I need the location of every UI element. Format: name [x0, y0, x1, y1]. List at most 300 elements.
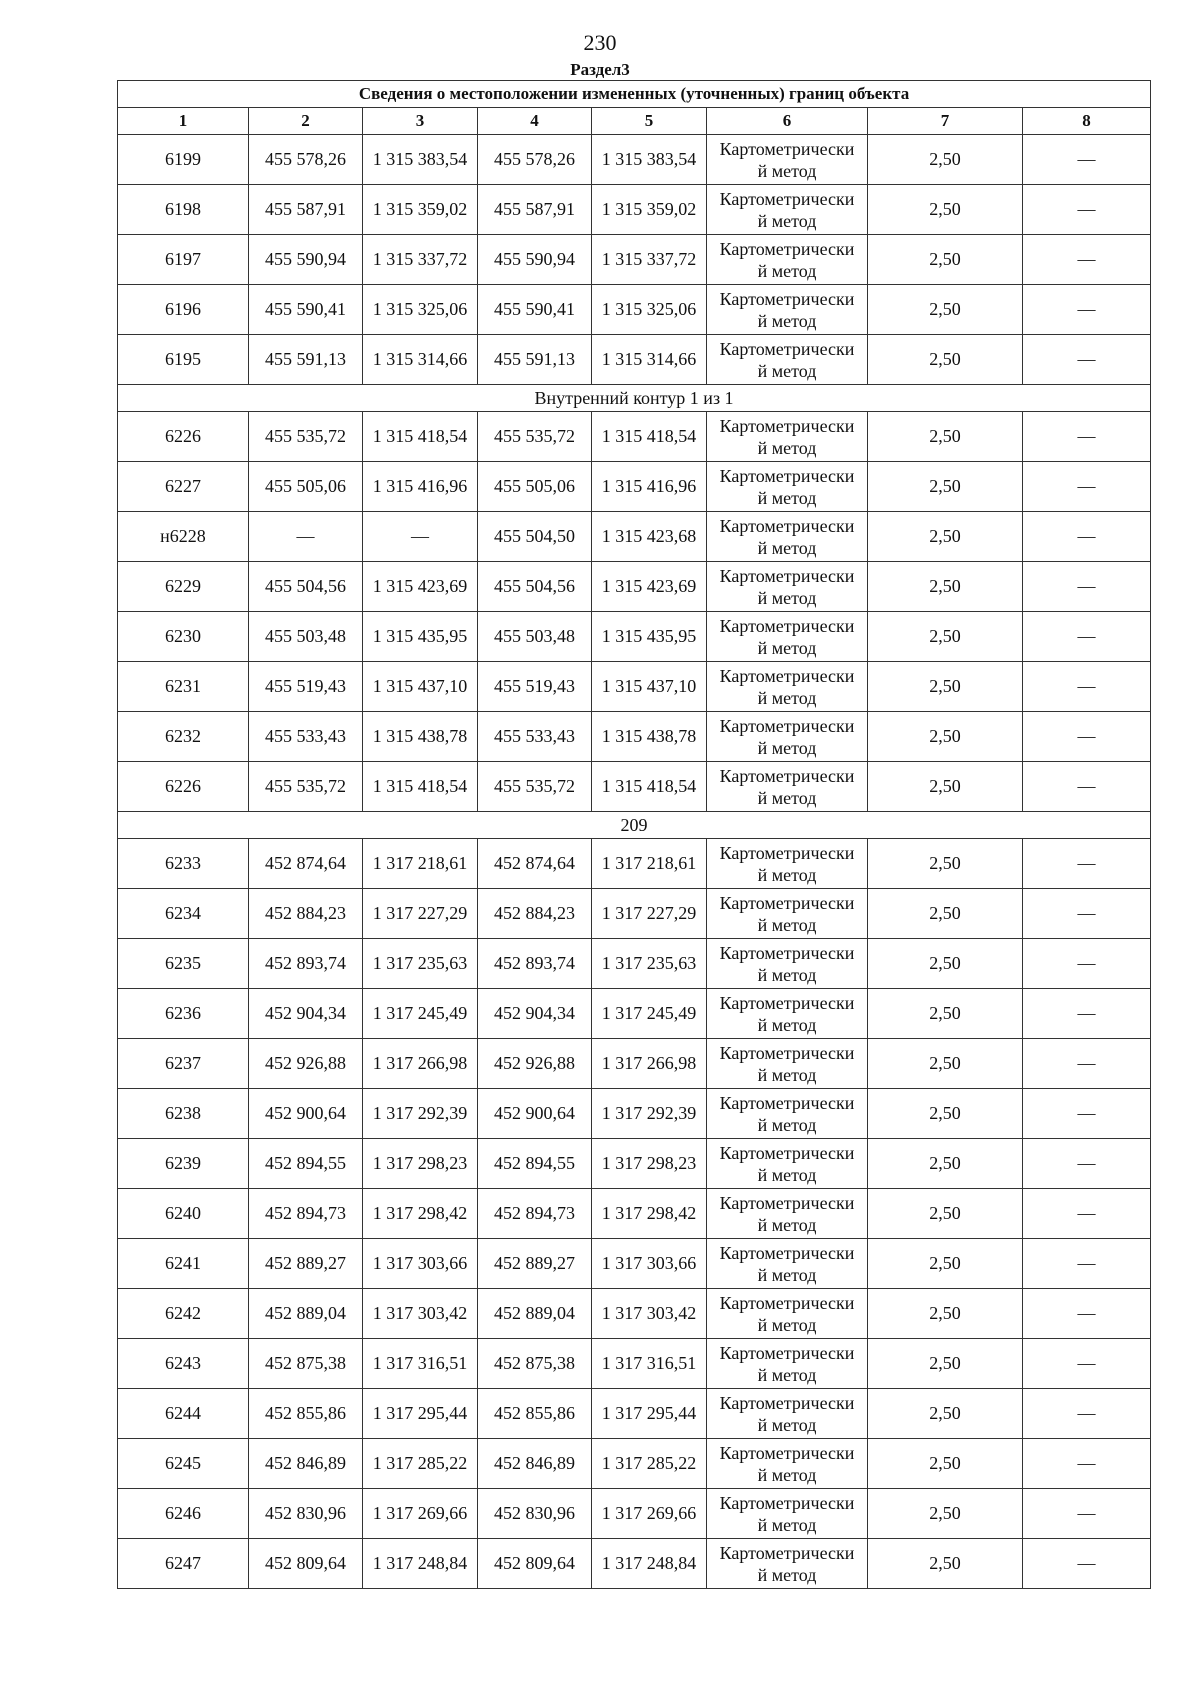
method-cell	[707, 562, 868, 612]
accuracy-cell: 2,50	[868, 1539, 1023, 1589]
method-cell	[707, 712, 868, 762]
contour-section-row	[118, 385, 1151, 412]
accuracy-cell: 2,50	[868, 1089, 1023, 1139]
y-new-cell: 1 315 423,69	[592, 562, 707, 612]
page-number: 230	[583, 30, 617, 55]
x-existing-cell: 452 889,27	[249, 1239, 363, 1289]
x-new-cell: 452 809,64	[478, 1539, 592, 1589]
table-row	[118, 562, 1151, 612]
method-line-2: й метод	[757, 1414, 817, 1435]
x-new-cell: 455 504,50	[478, 512, 592, 562]
method-line-1: Картометрически	[719, 892, 855, 913]
y-new-cell: 1 315 437,10	[592, 662, 707, 712]
x-existing-cell: 452 894,73	[249, 1189, 363, 1239]
y-new-cell: 1 317 292,39	[592, 1089, 707, 1139]
method-line-1: Картометрически	[719, 842, 855, 863]
method-cell	[707, 235, 868, 285]
accuracy-cell: 2,50	[868, 412, 1023, 462]
accuracy-cell: 2,50	[868, 135, 1023, 185]
x-existing-cell: 452 904,34	[249, 989, 363, 1039]
description-cell: —	[1023, 839, 1151, 889]
x-existing-cell: 452 855,86	[249, 1389, 363, 1439]
table-row	[118, 1239, 1151, 1289]
point-id-cell: 6238	[118, 1089, 249, 1139]
y-new-cell: 1 317 298,23	[592, 1139, 707, 1189]
method-line-2: й метод	[757, 914, 817, 935]
method-line-1: Картометрически	[719, 515, 855, 536]
x-new-cell: 452 894,73	[478, 1189, 592, 1239]
x-existing-cell: 452 889,04	[249, 1289, 363, 1339]
accuracy-cell: 2,50	[868, 1389, 1023, 1439]
method-cell	[707, 1139, 868, 1189]
y-existing-cell: 1 317 266,98	[363, 1039, 478, 1089]
point-id-cell: 6245	[118, 1439, 249, 1489]
point-id-cell: 6198	[118, 185, 249, 235]
method-cell	[707, 335, 868, 385]
y-existing-cell: 1 317 295,44	[363, 1389, 478, 1439]
x-existing-cell: 452 884,23	[249, 889, 363, 939]
table-row	[118, 989, 1151, 1039]
method-cell	[707, 135, 868, 185]
y-existing-cell: 1 315 314,66	[363, 335, 478, 385]
point-id-cell: 6234	[118, 889, 249, 939]
method-cell	[707, 512, 868, 562]
point-id-cell: 6239	[118, 1139, 249, 1189]
accuracy-cell: 2,50	[868, 989, 1023, 1039]
coordinates-table	[117, 80, 1151, 1589]
method-cell	[707, 1039, 868, 1089]
table-row	[118, 135, 1151, 185]
x-existing-cell: 452 830,96	[249, 1489, 363, 1539]
y-new-cell: 1 315 423,68	[592, 512, 707, 562]
point-id-cell: 6236	[118, 989, 249, 1039]
description-cell: —	[1023, 1189, 1151, 1239]
description-cell: —	[1023, 512, 1151, 562]
description-cell: —	[1023, 989, 1151, 1039]
x-new-cell: 452 889,04	[478, 1289, 592, 1339]
x-existing-cell: 455 504,56	[249, 562, 363, 612]
y-existing-cell: —	[363, 512, 478, 562]
method-line-2: й метод	[757, 310, 817, 331]
point-id-cell: н6228	[118, 512, 249, 562]
x-new-cell: 455 590,94	[478, 235, 592, 285]
method-line-1: Картометрически	[719, 1342, 855, 1363]
method-cell	[707, 1439, 868, 1489]
method-line-2: й метод	[757, 1164, 817, 1185]
method-cell	[707, 762, 868, 812]
x-new-cell: 452 846,89	[478, 1439, 592, 1489]
method-line-1: Картометрически	[719, 1042, 855, 1063]
table-row	[118, 612, 1151, 662]
y-existing-cell: 1 317 227,29	[363, 889, 478, 939]
table-row	[118, 412, 1151, 462]
y-existing-cell: 1 315 438,78	[363, 712, 478, 762]
y-new-cell: 1 315 383,54	[592, 135, 707, 185]
y-existing-cell: 1 315 359,02	[363, 185, 478, 235]
x-new-cell: 452 894,55	[478, 1139, 592, 1189]
method-cell	[707, 412, 868, 462]
method-cell	[707, 1189, 868, 1239]
x-new-cell: 452 884,23	[478, 889, 592, 939]
column-header: 2	[249, 108, 363, 135]
y-existing-cell: 1 317 303,66	[363, 1239, 478, 1289]
y-existing-cell: 1 317 245,49	[363, 989, 478, 1039]
method-line-2: й метод	[757, 1064, 817, 1085]
method-line-2: й метод	[757, 437, 817, 458]
x-new-cell: 455 505,06	[478, 462, 592, 512]
column-header: 8	[1023, 108, 1151, 135]
point-id-cell: 6237	[118, 1039, 249, 1089]
accuracy-cell: 2,50	[868, 1489, 1023, 1539]
method-line-2: й метод	[757, 687, 817, 708]
x-new-cell: 452 855,86	[478, 1389, 592, 1439]
table-body	[118, 135, 1151, 1589]
point-id-cell: 6232	[118, 712, 249, 762]
point-id-cell: 6233	[118, 839, 249, 889]
description-cell: —	[1023, 462, 1151, 512]
column-header: 6	[707, 108, 868, 135]
method-line-1: Картометрически	[719, 338, 855, 359]
method-line-1: Картометрически	[719, 1242, 855, 1263]
point-id-cell: 6247	[118, 1539, 249, 1589]
method-cell	[707, 1389, 868, 1439]
x-existing-cell: 455 519,43	[249, 662, 363, 712]
method-line-2: й метод	[757, 864, 817, 885]
method-cell	[707, 285, 868, 335]
y-new-cell: 1 317 295,44	[592, 1389, 707, 1439]
description-cell: —	[1023, 412, 1151, 462]
description-cell: —	[1023, 1139, 1151, 1189]
method-line-2: й метод	[757, 787, 817, 808]
y-new-cell: 1 317 218,61	[592, 839, 707, 889]
y-new-cell: 1 315 435,95	[592, 612, 707, 662]
description-cell: —	[1023, 762, 1151, 812]
y-existing-cell: 1 315 423,69	[363, 562, 478, 612]
accuracy-cell: 2,50	[868, 939, 1023, 989]
table-row	[118, 712, 1151, 762]
accuracy-cell: 2,50	[868, 662, 1023, 712]
method-cell	[707, 1539, 868, 1589]
method-line-2: й метод	[757, 587, 817, 608]
method-cell	[707, 1489, 868, 1539]
x-new-cell: 455 591,13	[478, 335, 592, 385]
method-line-2: й метод	[757, 1564, 817, 1585]
table-row	[118, 1389, 1151, 1439]
y-new-cell: 1 317 303,66	[592, 1239, 707, 1289]
table-row	[118, 1339, 1151, 1389]
description-cell: —	[1023, 612, 1151, 662]
method-cell	[707, 1289, 868, 1339]
accuracy-cell: 2,50	[868, 839, 1023, 889]
accuracy-cell: 2,50	[868, 1139, 1023, 1189]
x-existing-cell: 455 587,91	[249, 185, 363, 235]
method-line-1: Картометрически	[719, 765, 855, 786]
x-new-cell: 455 503,48	[478, 612, 592, 662]
x-new-cell: 455 578,26	[478, 135, 592, 185]
y-new-cell: 1 315 418,54	[592, 762, 707, 812]
contour-section-label: Внутренний контур 1 из 1	[118, 385, 1151, 412]
description-cell: —	[1023, 335, 1151, 385]
description-cell: —	[1023, 1389, 1151, 1439]
method-line-1: Картометрически	[719, 715, 855, 736]
x-new-cell: 455 519,43	[478, 662, 592, 712]
point-id-cell: 6229	[118, 562, 249, 612]
column-header: 4	[478, 108, 592, 135]
method-line-2: й метод	[757, 1264, 817, 1285]
description-cell: —	[1023, 562, 1151, 612]
column-header: 7	[868, 108, 1023, 135]
y-new-cell: 1 317 235,63	[592, 939, 707, 989]
x-existing-cell: 452 893,74	[249, 939, 363, 989]
x-existing-cell: 455 535,72	[249, 762, 363, 812]
accuracy-cell: 2,50	[868, 612, 1023, 662]
y-new-cell: 1 317 227,29	[592, 889, 707, 939]
description-cell: —	[1023, 1439, 1151, 1489]
method-line-1: Картометрически	[719, 1192, 855, 1213]
table-row	[118, 1139, 1151, 1189]
y-new-cell: 1 317 303,42	[592, 1289, 707, 1339]
description-cell: —	[1023, 1039, 1151, 1089]
description-cell: —	[1023, 1339, 1151, 1389]
description-cell: —	[1023, 712, 1151, 762]
y-existing-cell: 1 317 248,84	[363, 1539, 478, 1589]
method-line-2: й метод	[757, 1214, 817, 1235]
method-line-1: Картометрически	[719, 565, 855, 586]
y-existing-cell: 1 315 325,06	[363, 285, 478, 335]
y-new-cell: 1 317 285,22	[592, 1439, 707, 1489]
method-line-2: й метод	[757, 160, 817, 181]
method-line-1: Картометрически	[719, 1142, 855, 1163]
x-existing-cell: —	[249, 512, 363, 562]
x-new-cell: 452 875,38	[478, 1339, 592, 1389]
method-line-1: Картометрически	[719, 138, 855, 159]
method-cell	[707, 612, 868, 662]
contour-section-row	[118, 812, 1151, 839]
method-line-1: Картометрически	[719, 1492, 855, 1513]
x-existing-cell: 455 503,48	[249, 612, 363, 662]
description-cell: —	[1023, 662, 1151, 712]
point-id-cell: 6196	[118, 285, 249, 335]
column-header: 3	[363, 108, 478, 135]
y-new-cell: 1 315 416,96	[592, 462, 707, 512]
accuracy-cell: 2,50	[868, 762, 1023, 812]
x-existing-cell: 452 874,64	[249, 839, 363, 889]
y-new-cell: 1 317 316,51	[592, 1339, 707, 1389]
point-id-cell: 6226	[118, 412, 249, 462]
point-id-cell: 6199	[118, 135, 249, 185]
table-row	[118, 939, 1151, 989]
description-cell: —	[1023, 185, 1151, 235]
x-existing-cell: 452 894,55	[249, 1139, 363, 1189]
x-new-cell: 455 504,56	[478, 562, 592, 612]
x-existing-cell: 455 578,26	[249, 135, 363, 185]
accuracy-cell: 2,50	[868, 889, 1023, 939]
x-new-cell: 452 830,96	[478, 1489, 592, 1539]
method-line-2: й метод	[757, 360, 817, 381]
method-line-1: Картометрически	[719, 1392, 855, 1413]
point-id-cell: 6227	[118, 462, 249, 512]
x-new-cell: 455 587,91	[478, 185, 592, 235]
method-line-2: й метод	[757, 637, 817, 658]
x-existing-cell: 455 591,13	[249, 335, 363, 385]
method-line-1: Картометрически	[719, 942, 855, 963]
y-existing-cell: 1 317 303,42	[363, 1289, 478, 1339]
description-cell: —	[1023, 1239, 1151, 1289]
x-new-cell: 452 904,34	[478, 989, 592, 1039]
point-id-cell: 6197	[118, 235, 249, 285]
x-existing-cell: 455 505,06	[249, 462, 363, 512]
y-new-cell: 1 317 298,42	[592, 1189, 707, 1239]
x-new-cell: 452 893,74	[478, 939, 592, 989]
point-id-cell: 6226	[118, 762, 249, 812]
x-new-cell: 455 533,43	[478, 712, 592, 762]
x-new-cell: 455 535,72	[478, 412, 592, 462]
method-cell	[707, 1089, 868, 1139]
y-existing-cell: 1 317 298,23	[363, 1139, 478, 1189]
description-cell: —	[1023, 1489, 1151, 1539]
x-existing-cell: 455 535,72	[249, 412, 363, 462]
method-cell	[707, 662, 868, 712]
x-new-cell: 455 535,72	[478, 762, 592, 812]
y-existing-cell: 1 315 435,95	[363, 612, 478, 662]
method-line-2: й метод	[757, 1364, 817, 1385]
y-new-cell: 1 315 359,02	[592, 185, 707, 235]
accuracy-cell: 2,50	[868, 285, 1023, 335]
y-existing-cell: 1 317 292,39	[363, 1089, 478, 1139]
y-new-cell: 1 317 245,49	[592, 989, 707, 1039]
method-cell	[707, 185, 868, 235]
table-row	[118, 1539, 1151, 1589]
table-row	[118, 185, 1151, 235]
method-cell	[707, 1339, 868, 1389]
description-cell: —	[1023, 1089, 1151, 1139]
y-existing-cell: 1 315 383,54	[363, 135, 478, 185]
accuracy-cell: 2,50	[868, 1189, 1023, 1239]
y-new-cell: 1 315 438,78	[592, 712, 707, 762]
table-row	[118, 335, 1151, 385]
point-id-cell: 6230	[118, 612, 249, 662]
description-cell: —	[1023, 235, 1151, 285]
description-cell: —	[1023, 135, 1151, 185]
x-existing-cell: 455 590,94	[249, 235, 363, 285]
accuracy-cell: 2,50	[868, 185, 1023, 235]
point-id-cell: 6235	[118, 939, 249, 989]
accuracy-cell: 2,50	[868, 1439, 1023, 1489]
contour-section-label: 209	[118, 812, 1151, 839]
description-cell: —	[1023, 939, 1151, 989]
x-existing-cell: 455 533,43	[249, 712, 363, 762]
column-header: 5	[592, 108, 707, 135]
table-row	[118, 235, 1151, 285]
accuracy-cell: 2,50	[868, 712, 1023, 762]
y-new-cell: 1 317 269,66	[592, 1489, 707, 1539]
table-row	[118, 1039, 1151, 1089]
accuracy-cell: 2,50	[868, 1289, 1023, 1339]
accuracy-cell: 2,50	[868, 462, 1023, 512]
table-row	[118, 839, 1151, 889]
method-line-2: й метод	[757, 964, 817, 985]
method-line-1: Картометрически	[719, 1092, 855, 1113]
y-existing-cell: 1 317 316,51	[363, 1339, 478, 1389]
method-line-2: й метод	[757, 1514, 817, 1535]
table-row	[118, 1489, 1151, 1539]
point-id-cell: 6240	[118, 1189, 249, 1239]
y-new-cell: 1 315 314,66	[592, 335, 707, 385]
column-header: 1	[118, 108, 249, 135]
method-line-1: Картометрически	[719, 1542, 855, 1563]
description-cell: —	[1023, 1289, 1151, 1339]
y-existing-cell: 1 315 418,54	[363, 412, 478, 462]
method-line-1: Картометрически	[719, 188, 855, 209]
accuracy-cell: 2,50	[868, 1039, 1023, 1089]
section-label: Раздел3	[570, 60, 630, 79]
method-line-1: Картометрически	[719, 665, 855, 686]
column-header-row	[118, 108, 1151, 135]
method-cell	[707, 1239, 868, 1289]
y-existing-cell: 1 317 218,61	[363, 839, 478, 889]
table-row	[118, 512, 1151, 562]
x-existing-cell: 452 900,64	[249, 1089, 363, 1139]
method-line-1: Картометрически	[719, 1442, 855, 1463]
y-existing-cell: 1 315 337,72	[363, 235, 478, 285]
y-new-cell: 1 315 418,54	[592, 412, 707, 462]
accuracy-cell: 2,50	[868, 1239, 1023, 1289]
table-row	[118, 762, 1151, 812]
table-row	[118, 462, 1151, 512]
point-id-cell: 6243	[118, 1339, 249, 1389]
point-id-cell: 6195	[118, 335, 249, 385]
x-new-cell: 452 874,64	[478, 839, 592, 889]
method-line-2: й метод	[757, 737, 817, 758]
accuracy-cell: 2,50	[868, 335, 1023, 385]
point-id-cell: 6242	[118, 1289, 249, 1339]
table-row	[118, 1289, 1151, 1339]
table-row	[118, 1439, 1151, 1489]
x-existing-cell: 455 590,41	[249, 285, 363, 335]
y-existing-cell: 1 315 437,10	[363, 662, 478, 712]
method-line-1: Картометрически	[719, 288, 855, 309]
table-row	[118, 1189, 1151, 1239]
table-row	[118, 889, 1151, 939]
x-existing-cell: 452 846,89	[249, 1439, 363, 1489]
accuracy-cell: 2,50	[868, 512, 1023, 562]
description-cell: —	[1023, 889, 1151, 939]
method-line-2: й метод	[757, 260, 817, 281]
method-line-1: Картометрически	[719, 238, 855, 259]
method-cell	[707, 889, 868, 939]
description-cell: —	[1023, 285, 1151, 335]
y-new-cell: 1 317 248,84	[592, 1539, 707, 1589]
method-line-2: й метод	[757, 1464, 817, 1485]
point-id-cell: 6246	[118, 1489, 249, 1539]
x-existing-cell: 452 875,38	[249, 1339, 363, 1389]
method-line-1: Картометрически	[719, 1292, 855, 1313]
accuracy-cell: 2,50	[868, 235, 1023, 285]
method-line-2: й метод	[757, 1314, 817, 1335]
table-row	[118, 285, 1151, 335]
method-cell	[707, 939, 868, 989]
table-title-row	[118, 81, 1151, 108]
method-line-1: Картометрически	[719, 615, 855, 636]
table-row	[118, 662, 1151, 712]
table-row	[118, 1089, 1151, 1139]
point-id-cell: 6241	[118, 1239, 249, 1289]
x-existing-cell: 452 809,64	[249, 1539, 363, 1589]
y-existing-cell: 1 317 269,66	[363, 1489, 478, 1539]
method-line-1: Картометрически	[719, 992, 855, 1013]
x-new-cell: 452 926,88	[478, 1039, 592, 1089]
point-id-cell: 6231	[118, 662, 249, 712]
